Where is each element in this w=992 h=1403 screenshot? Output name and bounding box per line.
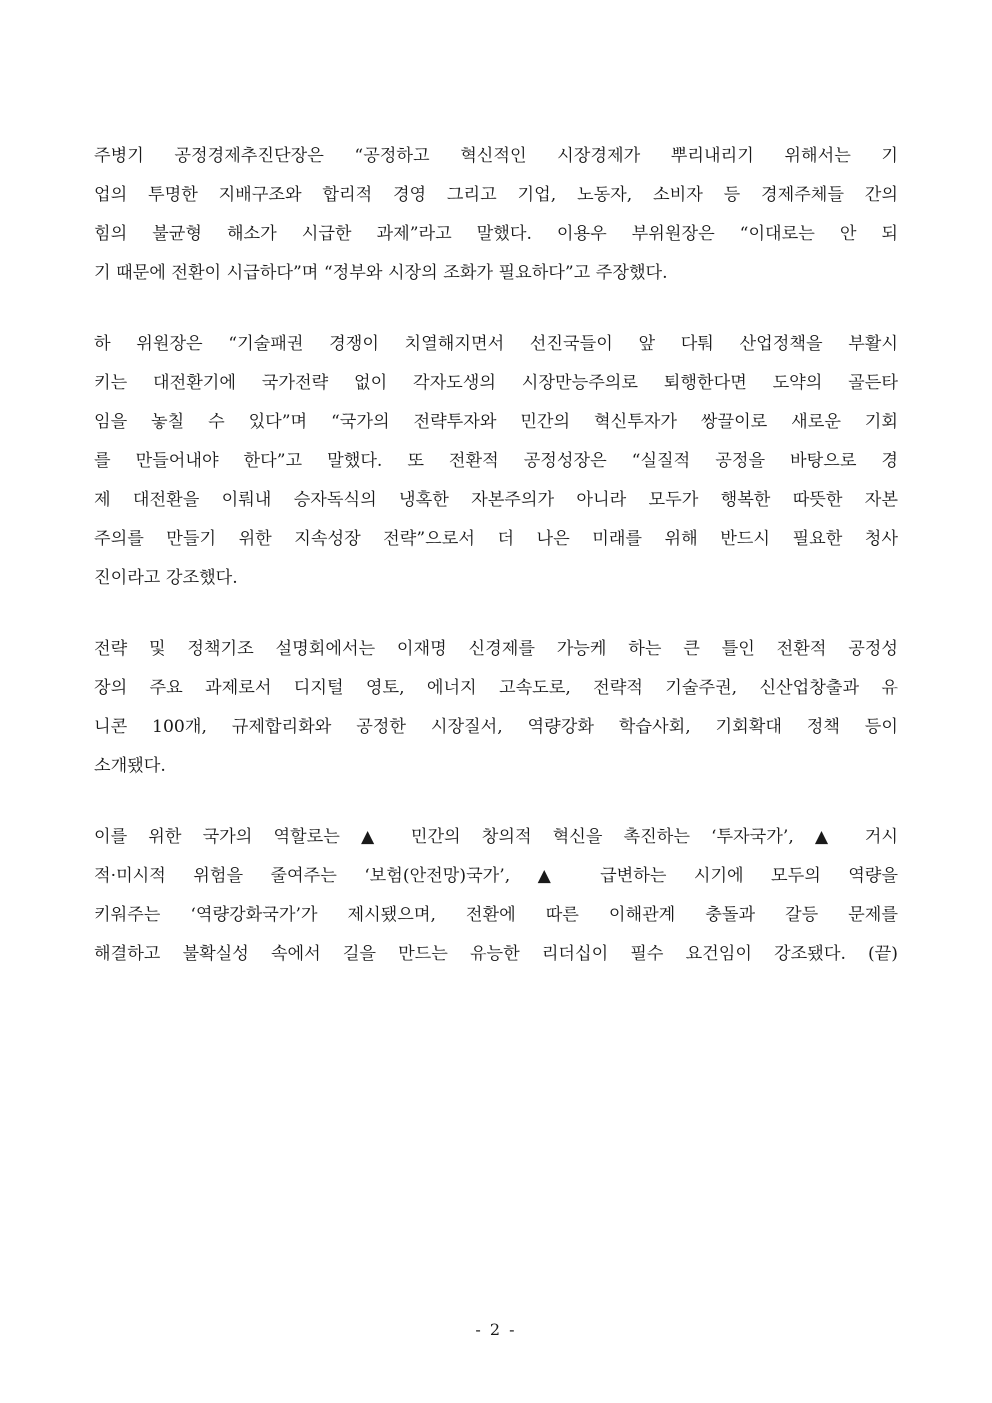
text-line: 하 위원장은 “기술패권 경쟁이 치열해지면서 선진국들이 앞 다퉈 산업정책을 부활시 xyxy=(94,334,898,354)
text-line: 해결하고 불확실성 속에서 길을 만드는 유능한 리더십이 필수 요건임이 강조됐다. (끝) xyxy=(94,944,898,964)
paragraph-1 xyxy=(94,137,898,293)
paragraph-2 xyxy=(94,325,898,598)
paragraph-4 xyxy=(94,818,898,974)
paragraph-3 xyxy=(94,630,898,786)
text-line: 진이라고 강조했다. xyxy=(94,568,238,588)
text-line: 장의 주요 과제로서 디지털 영토, 에너지 고속도로, 전략적 기술주권, 신산업창출과 유 xyxy=(94,678,898,698)
page-number: - 2 - xyxy=(475,1320,517,1339)
text-line: 힘의 불균형 해소가 시급한 과제”라고 말했다. 이용우 부위원장은 “이대로는 안 되 xyxy=(94,224,898,244)
text-line: 키는 대전환기에 국가전략 없이 각자도생의 시장만능주의로 퇴행한다면 도약의 골든타 xyxy=(94,373,898,393)
text-line: 를 만들어내야 한다”고 말했다. 또 전환적 공정성장은 “실질적 공정을 바탕으로 경 xyxy=(94,451,898,471)
text-line: 주병기 공정경제추진단장은 “공정하고 혁신적인 시장경제가 뿌리내리기 위해서는 기 xyxy=(94,146,898,166)
text-line: 임을 놓칠 수 있다”며 “국가의 전략투자와 민간의 혁신투자가 쌍끌이로 새로운 기회 xyxy=(94,412,898,432)
text-line: 기 때문에 전환이 시급하다”며 “정부와 시장의 조화가 필요하다”고 주장했다. xyxy=(94,263,668,283)
document-body xyxy=(94,137,898,1006)
text-line: 주의를 만들기 위한 지속성장 전략”으로서 더 나은 미래를 위해 반드시 필요한 청사 xyxy=(94,529,898,549)
text-line: 키워주는 ‘역량강화국가’가 제시됐으며, 전환에 따른 이해관계 충돌과 갈등 문제를 xyxy=(94,905,898,925)
text-line: 니콘 100개, 규제합리화와 공정한 시장질서, 역량강화 학습사회, 기회확대 정책 등이 xyxy=(94,717,898,737)
text-line: 전략 및 정책기조 설명회에서는 이재명 신경제를 가능케 하는 큰 틀인 전환적 공정성 xyxy=(94,639,898,659)
text-line: 소개됐다. xyxy=(94,756,166,776)
text-line: 제 대전환을 이뤄내 승자독식의 냉혹한 자본주의가 아니라 모두가 행복한 따뜻한 자본 xyxy=(94,490,898,510)
text-line: 업의 투명한 지배구조와 합리적 경영 그리고 기업, 노동자, 소비자 등 경제주체들 간의 xyxy=(94,185,898,205)
text-line: 이를 위한 국가의 역할로는 ▲ 민간의 창의적 혁신을 촉진하는 ‘투자국가’, ▲ 거시 xyxy=(94,827,898,847)
text-line: 적·미시적 위험을 줄여주는 ‘보험(안전망)국가’, ▲ 급변하는 시기에 모두의 역량을 xyxy=(94,866,898,886)
